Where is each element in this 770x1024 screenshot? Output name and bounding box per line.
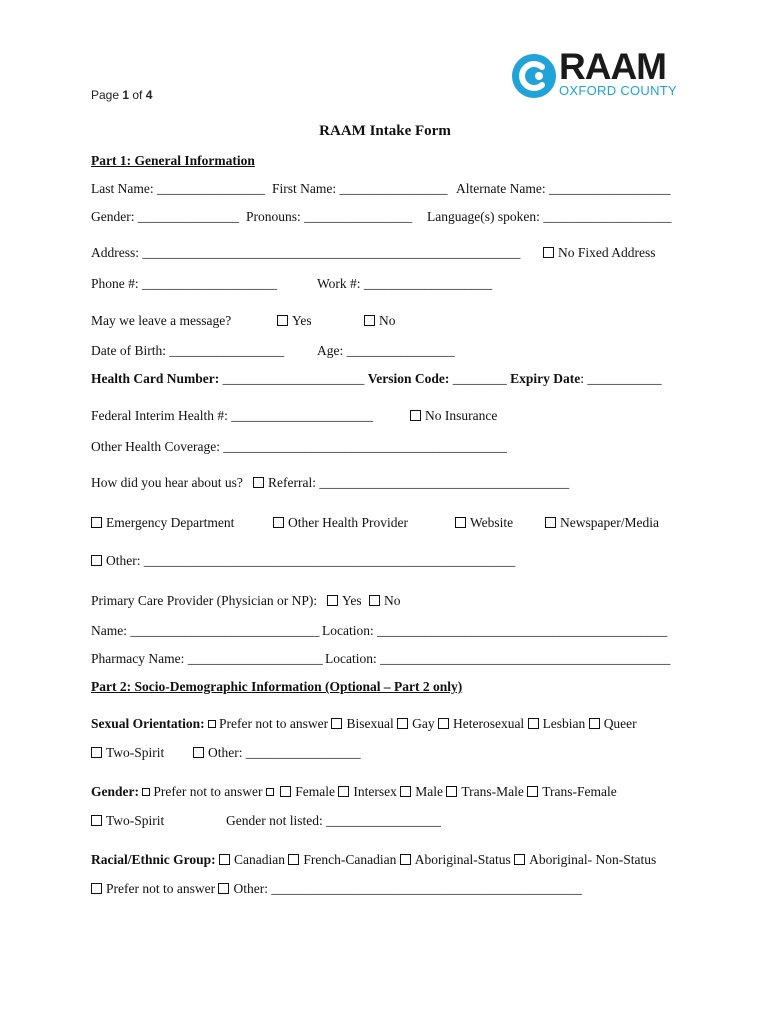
- checkbox-icon: [331, 718, 342, 729]
- checkbox-icon: [91, 883, 102, 894]
- date-of-birth-field[interactable]: Date of Birth: _________________: [91, 343, 285, 358]
- part2-heading: Part 2: Socio-Demographic Information (Optional – Part 2 only): [91, 679, 463, 694]
- gender-identity-row: Gender: Prefer not to answer Female Intersex Male Trans-Male Trans-Female: [91, 784, 617, 799]
- r-aboriginal-status-checkbox[interactable]: Aboriginal-Status: [400, 852, 511, 867]
- age-field[interactable]: Age: ________________: [317, 343, 455, 358]
- leave-message-no-checkbox[interactable]: No: [364, 312, 396, 330]
- primary-care-no-checkbox[interactable]: No: [369, 592, 401, 610]
- checkbox-icon: [400, 854, 411, 865]
- checkbox-icon: [327, 595, 338, 606]
- so-queer-checkbox[interactable]: Queer: [589, 716, 637, 731]
- racial-ethnic-row-2: [91, 880, 582, 898]
- checkbox-icon: [364, 315, 375, 326]
- g-male-checkbox[interactable]: Male: [400, 784, 443, 799]
- checkbox-icon: [273, 517, 284, 528]
- g-prefer-checkbox[interactable]: Prefer not to answer: [142, 784, 262, 799]
- page-indicator: Page 1 of 4: [91, 88, 153, 102]
- address-field[interactable]: Address: ________________________________________________________: [91, 245, 521, 260]
- r-other-checkbox[interactable]: Other: ______________________________________________: [218, 881, 581, 896]
- checkbox-icon: [91, 517, 102, 528]
- primary-care-yes-checkbox[interactable]: Yes: [327, 592, 362, 610]
- checkbox-icon: [91, 815, 102, 826]
- checkbox-icon: [528, 718, 539, 729]
- health-card-row[interactable]: Health Card Number: _____________________ Version Code: ________ Expiry Date: ___________: [91, 371, 662, 386]
- other-health-provider-checkbox[interactable]: Other Health Provider: [273, 514, 408, 532]
- so-bisexual-checkbox[interactable]: Bisexual: [331, 716, 393, 731]
- newspaper-media-checkbox[interactable]: Newspaper/Media: [545, 514, 659, 532]
- checkbox-icon: [218, 883, 229, 894]
- logo-mark-icon: [511, 53, 557, 99]
- checkbox-icon: [438, 718, 449, 729]
- logo-wordmark: RAAM: [559, 46, 666, 87]
- so-two-spirit-checkbox[interactable]: Two-Spirit: [91, 744, 164, 762]
- part1-heading: Part 1: General Information: [91, 153, 255, 168]
- referral-checkbox[interactable]: Referral: _____________________________________: [253, 474, 569, 492]
- checkbox-icon: [397, 718, 408, 729]
- checkbox-icon: [253, 477, 264, 488]
- racial-ethnic-row: Racial/Ethnic Group: Canadian French-Canadian Aboriginal-Status Aboriginal- Non-Status: [91, 852, 657, 867]
- first-name-field[interactable]: First Name: ________________: [272, 181, 448, 196]
- other-source-checkbox[interactable]: Other: _______________________________________________________: [91, 552, 515, 570]
- gender-field[interactable]: Gender: _______________: [91, 209, 240, 224]
- checkbox-icon: [288, 854, 299, 865]
- checkbox-icon: [338, 786, 349, 797]
- raam-logo: [511, 46, 681, 103]
- work-phone-field[interactable]: Work #: ___________________: [317, 276, 493, 291]
- g-trans-female-checkbox[interactable]: Trans-Female: [527, 784, 617, 799]
- primary-care-label: Primary Care Provider (Physician or NP):: [91, 593, 318, 608]
- checkbox-icon: [589, 718, 600, 729]
- sexual-orientation-row: Sexual Orientation: Prefer not to answer Bisexual Gay Heterosexual Lesbian Queer: [91, 716, 637, 731]
- checkbox-icon: [446, 786, 457, 797]
- pharmacy-location-field[interactable]: Location: ___________________________________________: [325, 651, 671, 666]
- checkbox-icon: [277, 315, 288, 326]
- r-aboriginal-non-status-checkbox[interactable]: Aboriginal- Non-Status: [514, 852, 656, 867]
- g-trans-male-checkbox[interactable]: Trans-Male: [446, 784, 524, 799]
- checkbox-icon: [91, 555, 102, 566]
- form-title: RAAM Intake Form: [319, 123, 451, 139]
- checkbox-icon: [280, 786, 291, 797]
- checkbox-icon: [545, 517, 556, 528]
- leave-message-label: May we leave a message?: [91, 313, 232, 328]
- alternate-name-field[interactable]: Alternate Name: __________________: [456, 181, 671, 196]
- emergency-department-checkbox[interactable]: Emergency Department: [91, 514, 234, 532]
- pronouns-field[interactable]: Pronouns: ________________: [246, 209, 413, 224]
- no-insurance-checkbox[interactable]: No Insurance: [410, 407, 497, 425]
- checkbox-icon: [91, 747, 102, 758]
- phone-field[interactable]: Phone #: ____________________: [91, 276, 278, 291]
- checkbox-icon: [514, 854, 525, 865]
- so-gay-checkbox[interactable]: Gay: [397, 716, 435, 731]
- checkbox-icon: [369, 595, 380, 606]
- g-intersex-checkbox[interactable]: Intersex: [338, 784, 396, 799]
- checkbox-icon: [410, 410, 421, 421]
- provider-location-field[interactable]: Location: ___________________________________________: [322, 623, 668, 638]
- website-checkbox[interactable]: Website: [455, 514, 513, 532]
- checkbox-icon: [527, 786, 538, 797]
- other-coverage-field[interactable]: Other Health Coverage: __________________________________________: [91, 439, 507, 454]
- so-prefer-checkbox[interactable]: Prefer not to answer: [208, 716, 328, 731]
- leave-message-yes-checkbox[interactable]: Yes: [277, 312, 312, 330]
- federal-interim-field[interactable]: Federal Interim Health #: _____________________: [91, 408, 373, 423]
- languages-field[interactable]: Language(s) spoken: ___________________: [427, 209, 672, 224]
- pharmacy-name-field[interactable]: Pharmacy Name: ____________________: [91, 651, 323, 666]
- r-french-canadian-checkbox[interactable]: French-Canadian: [288, 852, 396, 867]
- last-name-field[interactable]: Last Name: ________________: [91, 181, 265, 196]
- g-two-spirit-checkbox[interactable]: Two-Spirit: [91, 812, 164, 830]
- g-female-checkbox[interactable]: Female: [280, 784, 335, 799]
- checkbox-icon: [400, 786, 411, 797]
- checkbox-icon: [219, 854, 230, 865]
- hear-about-label: How did you hear about us?: [91, 475, 243, 490]
- checkbox-icon: [142, 788, 150, 796]
- checkbox-icon: [543, 247, 554, 258]
- checkbox-icon: [266, 788, 274, 796]
- checkbox-icon: [193, 747, 204, 758]
- provider-name-field[interactable]: Name: ____________________________: [91, 623, 320, 638]
- so-lesbian-checkbox[interactable]: Lesbian: [528, 716, 586, 731]
- so-heterosexual-checkbox[interactable]: Heterosexual: [438, 716, 524, 731]
- checkbox-icon: [455, 517, 466, 528]
- logo-subtitle: OXFORD COUNTY: [559, 83, 678, 98]
- gender-not-listed-field[interactable]: Gender not listed: _________________: [226, 813, 441, 828]
- checkbox-icon: [208, 720, 216, 728]
- no-fixed-address-checkbox[interactable]: No Fixed Address: [543, 244, 656, 262]
- r-canadian-checkbox[interactable]: Canadian: [219, 852, 285, 867]
- so-other-checkbox[interactable]: Other: _________________: [193, 744, 361, 762]
- r-prefer-checkbox[interactable]: Prefer not to answer: [91, 881, 215, 896]
